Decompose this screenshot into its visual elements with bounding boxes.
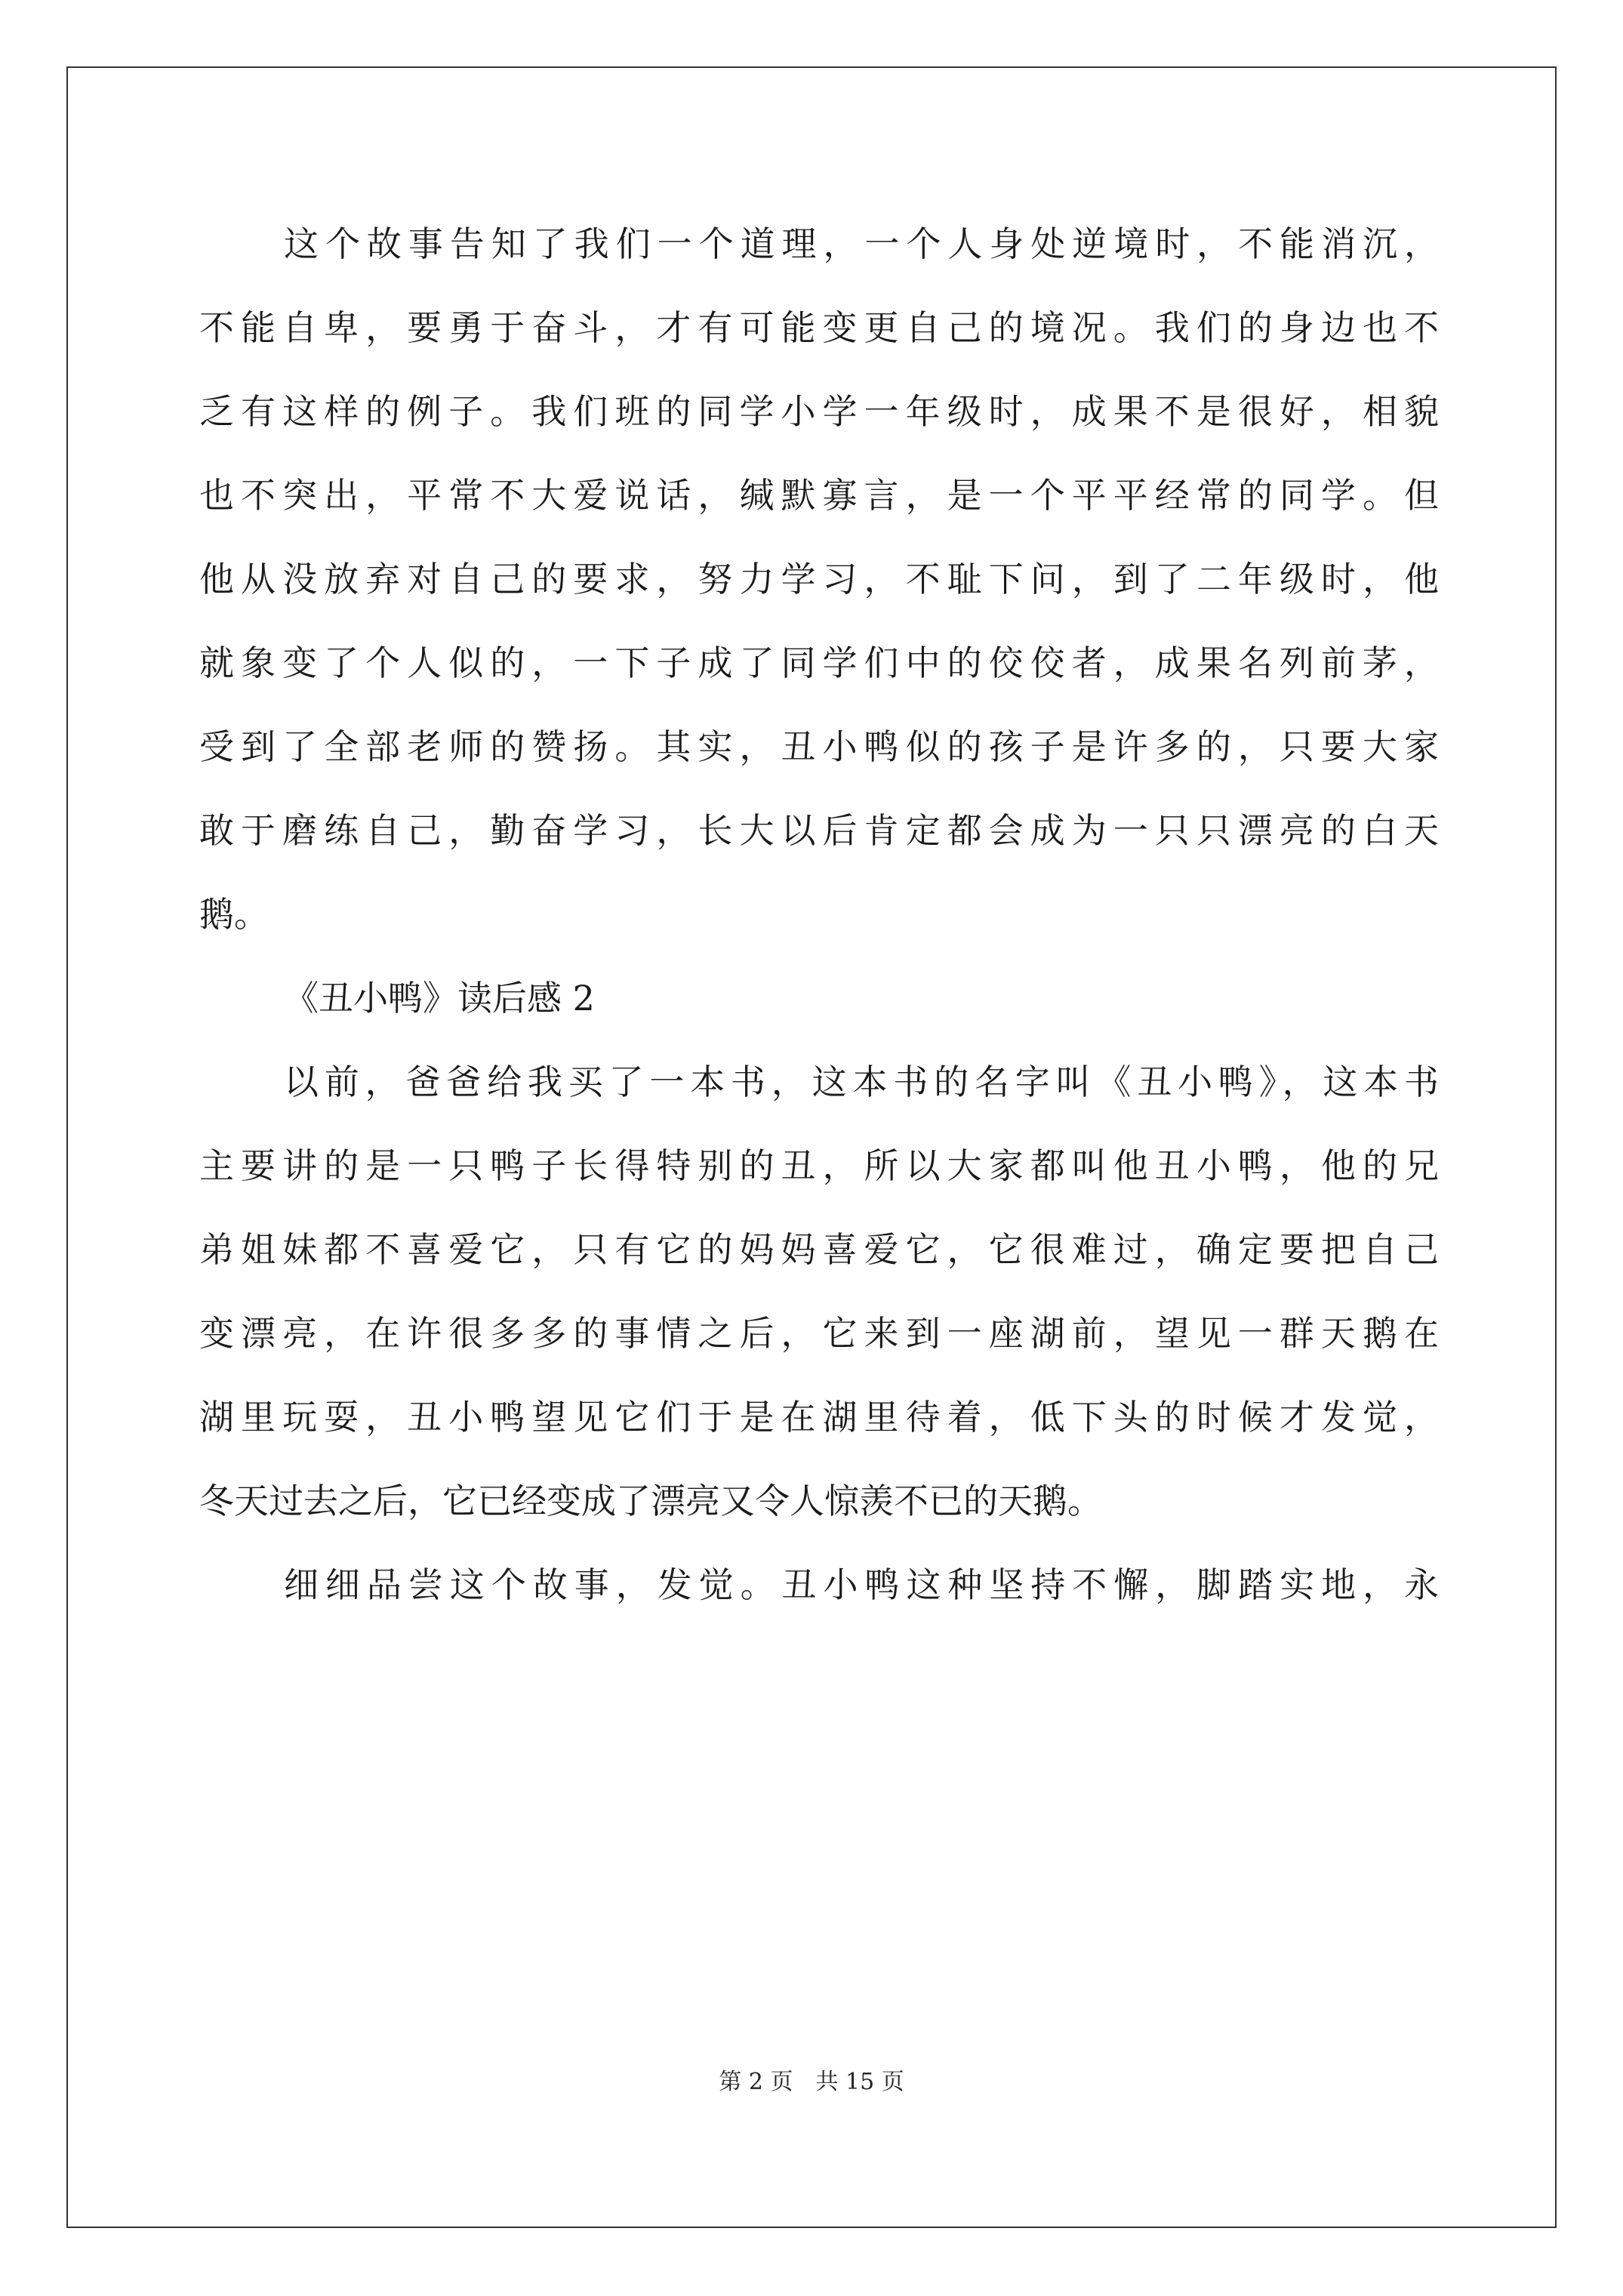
- text-line: 乏有这样的例子。我们班的同学小学一年级时，成果不是很好，相貌: [199, 391, 1439, 432]
- page-footer: [0, 2063, 1623, 2096]
- text-line: 以前，爸爸给我买了一本书，这本书的名字叫《丑小鸭》，这本书: [284, 1062, 1439, 1102]
- section-heading: 《丑小鸭》读后感 2: [284, 978, 595, 1019]
- text-line: 他从没放弃对自己的要求，努力学习，不耻下问，到了二年级时，他: [199, 559, 1439, 599]
- text-line: 不能自卑，要勇于奋斗，才有可能变更自己的境况。我们的身边也不: [199, 307, 1439, 348]
- text-line: 变漂亮，在许很多多的事情之后，它来到一座湖前，望见一群天鹅在: [199, 1313, 1439, 1354]
- text-line: 受到了全部老师的赞扬。其实，丑小鸭似的孩子是许多的，只要大家: [199, 726, 1439, 767]
- page-total: 共 15 页: [815, 2069, 904, 2095]
- text-line: 湖里玩耍，丑小鸭望见它们于是在湖里待着，低下头的时候才发觉，: [199, 1397, 1439, 1438]
- text-line: 也不突出，平常不大爱说话，缄默寡言，是一个平平经常的同学。但: [199, 475, 1439, 516]
- text-line: 鹅。: [199, 894, 269, 935]
- page-number: 第 2 页: [719, 2069, 793, 2095]
- text-line: 冬天过去之后，它已经变成了漂亮又令人惊羡不已的天鹅。: [199, 1481, 1102, 1521]
- text-line: 主要讲的是一只鸭子长得特别的丑，所以大家都叫他丑小鸭，他的兄: [199, 1145, 1439, 1186]
- text-line: 这个故事告知了我们一个道理，一个人身处逆境时，不能消沉，: [284, 223, 1439, 264]
- text-line: 敢于磨练自己，勤奋学习，长大以后肯定都会成为一只只漂亮的白天: [199, 810, 1439, 851]
- text-line: 弟姐妹都不喜爱它，只有它的妈妈喜爱它，它很难过，确定要把自己: [199, 1229, 1439, 1270]
- document-body: [199, 202, 1439, 1627]
- text-line: 细细品尝这个故事，发觉。丑小鸭这种坚持不懈，脚踏实地，永: [284, 1564, 1439, 1605]
- text-line: 就象变了个人似的，一下子成了同学们中的佼佼者，成果名列前茅，: [199, 643, 1439, 683]
